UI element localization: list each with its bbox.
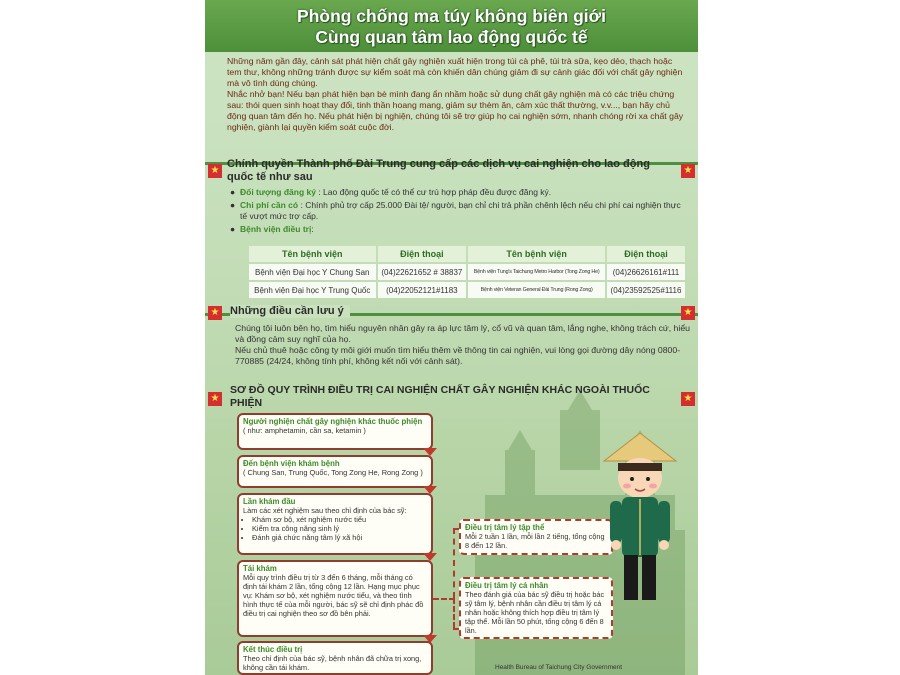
table-cell: (04)23592525#1116 xyxy=(607,282,685,298)
header-banner xyxy=(205,0,698,52)
star-flag-icon: ★ xyxy=(681,392,695,406)
connector-line xyxy=(433,598,455,600)
step-text: Theo chỉ định của bác sỹ, bệnh nhân đã chữa trị xong, không cần tái khám. xyxy=(243,654,422,672)
flyer-page xyxy=(205,0,698,675)
table-cell: (04)22621652 # 38837 xyxy=(378,264,467,280)
table-row xyxy=(249,282,685,298)
side-text: Mỗi 2 tuần 1 lần, mỗi lần 2 tiếng, tổng cộng 8 đến 12 lần. xyxy=(465,532,605,550)
notes-paragraph-1: Chúng tôi luôn bên họ, tìm hiểu nguyên nhân gây ra áp lực tâm lý, cổ vũ và quan tâm, lắng nghe, không trách cứ, hiểu và đồng cảm suy nghĩ của họ. xyxy=(235,323,690,344)
item-text: : Lao động quốc tế có thể cư trú hợp pháp đều được đăng ký. xyxy=(318,187,552,197)
step-title: Kết thúc điều trị xyxy=(243,645,303,654)
bullet-icon: ● xyxy=(230,200,236,210)
bullet-icon: ● xyxy=(230,224,236,234)
table-cell: (04)22052121#1183 xyxy=(378,282,467,298)
column-header: Tên bệnh viện xyxy=(249,246,376,262)
intro-paragraph-1: Những năm gần đây, cảnh sát phát hiện chất gây nghiện xuất hiện trong túi cà phê, túi trà sữa, kẹo dẻo, thạch hoặc tem thư, không những tránh được sự kiểm soát mà còn khiến dân chúng giảm đi sự cảnh giác đối với chất gây nghiện mà vô tình dùng chúng. xyxy=(227,56,683,88)
step-title: Lần khám đầu xyxy=(243,497,296,506)
notes-text xyxy=(235,323,690,367)
step-title: Đến bệnh viện khám bệnh xyxy=(243,459,340,468)
list-item xyxy=(230,224,685,235)
side-box-individual-therapy xyxy=(459,577,613,639)
title-line-1: Phòng chống ma túy không biên giới xyxy=(297,6,606,26)
hospital-table xyxy=(247,244,687,300)
table-cell: Bệnh viện Tung's Taichung Metro Harbor (Tong Zong He) xyxy=(468,264,605,280)
table-cell: Bệnh viện Đại học Y Chung San xyxy=(249,264,376,280)
flow-step-follow-up xyxy=(237,560,433,637)
section-title-notes: Những điều cần lưu ý xyxy=(230,305,350,318)
side-text: Theo đánh giá của bác sỹ điều trị hoặc bác sỹ tâm lý, bệnh nhân cần điều trị tâm lý cá nhân hoặc không thích hợp điều trị tâm lý tập thể. Mỗi lần 50 phút, tổng cộng 6 đến 8 lần. xyxy=(465,590,605,635)
flow-step-end xyxy=(237,641,433,675)
side-title: Điều trị tâm lý tập thể xyxy=(465,523,545,532)
title-line-2: Cùng quan tâm lao động quốc tế xyxy=(315,27,588,47)
item-label: Bệnh viện điều trị xyxy=(240,224,312,234)
flow-step-first-visit xyxy=(237,493,433,555)
checkup-list xyxy=(243,515,427,542)
step-text: Mỗi quy trình điều trị từ 3 đến 6 tháng, mỗi tháng có định tái khám 2 lần, tổng cộng 12 lần. Hạng mục phục vụ: Khám sơ bộ, xét nghiệm nước tiểu, và theo tình hình thực tế của mỗi người, bác sỹ sẽ chỉ định phác đồ điều trị cai nghiện theo sơ đồ bên phải. xyxy=(243,573,424,618)
table-row xyxy=(249,264,685,280)
list-item xyxy=(230,187,685,198)
step-text: Làm các xét nghiệm sau theo chỉ định của bác sỹ: xyxy=(243,506,407,515)
side-box-group-therapy xyxy=(459,519,613,555)
step-title: Tái khám xyxy=(243,564,277,573)
item-label: Đối tượng đăng ký xyxy=(240,187,316,197)
footer-credit: Health Bureau of Taichung City Government xyxy=(495,664,623,671)
step-text: ( như: amphetamin, cần sa, ketamin ) xyxy=(243,426,366,435)
star-flag-icon: ★ xyxy=(681,306,695,320)
list-item: • Đánh giá chức năng tâm lý xã hội xyxy=(252,533,427,542)
table-cell: Bệnh viện Veteran General Đài Trung (Rong Zong) xyxy=(468,282,605,298)
star-flag-icon: ★ xyxy=(208,306,222,320)
item-label: Chi phí cần có xyxy=(240,200,299,210)
step-title: Người nghiện chất gây nghiện khác thuốc phiện xyxy=(243,417,423,426)
table-cell: Bệnh viện Đại học Y Trung Quốc xyxy=(249,282,376,298)
connector-line xyxy=(453,528,455,598)
flow-step-hospital xyxy=(237,455,433,488)
intro-text xyxy=(227,56,685,133)
bullet-icon: ● xyxy=(230,187,236,197)
section-title-services: Chính quyền Thành phố Đài Trung cung cấp các dịch vụ cai nghiện cho lao động quốc tế như sau xyxy=(227,158,650,183)
side-title: Điều trị tâm lý cá nhân xyxy=(465,581,549,590)
column-header: Điện thoại xyxy=(378,246,467,262)
connector-line xyxy=(453,598,455,628)
worker-character-illustration xyxy=(600,433,680,608)
intro-paragraph-2: Nhắc nhở bạn! Nếu bạn phát hiện bạn bè mình đang ẩn nhầm hoặc sử dụng chất gây nghiện mà có các triệu chứng sau: thói quen sinh hoạt thay đổi, tinh thần hoang mang, giảm sự thèm ăn, cảm xúc thất thường, v.v..., bạn hãy chủ động quan tâm đến họ. Nếu phát hiện bị nghiện, chúng tôi sẽ trợ giúp họ cai nghiện sớm, nhanh chóng rời xa chất gây nghiện, giành lại quyền kiểm soát cuộc đời. xyxy=(227,89,684,132)
section-title-flowchart: SƠ ĐỒ QUY TRÌNH ĐIỀU TRỊ CAI NGHIỆN CHẤT GÂY NGHIỆN KHÁC NGOÀI THUỐC PHIỆN xyxy=(230,384,650,409)
column-header: Điện thoại xyxy=(607,246,685,262)
step-text: ( Chung San, Trung Quốc, Tong Zong He, Rong Zong ) xyxy=(243,468,423,477)
table-header-row xyxy=(249,246,685,262)
table-cell: (04)26626161#111 xyxy=(607,264,685,280)
column-header: Tên bệnh viện xyxy=(468,246,605,262)
list-item: • Khám sơ bộ, xét nghiệm nước tiểu xyxy=(252,515,427,524)
star-flag-icon: ★ xyxy=(208,164,222,178)
list-item: • Kiểm tra công năng sinh lý xyxy=(252,524,427,533)
item-text: : xyxy=(311,224,314,234)
notes-paragraph-2: Nếu chủ thuê hoặc công ty môi giới muốn tìm hiểu thêm về thông tin cai nghiện, vui lòng gọi đường dây nóng 0800-770885 (24/24, không tính phí, không kết nối với cảnh sát). xyxy=(235,345,681,366)
star-flag-icon: ★ xyxy=(208,392,222,406)
list-item xyxy=(230,200,685,222)
star-flag-icon: ★ xyxy=(681,164,695,178)
services-list xyxy=(230,187,685,237)
item-text: : Chính phủ trợ cấp 25.000 Đài tệ/ người, bạn chỉ chi trả phần chênh lệch nếu chi phí cai nghiện thực tế vượt mức trợ cấp. xyxy=(240,200,681,221)
flow-step-addict xyxy=(237,413,433,450)
